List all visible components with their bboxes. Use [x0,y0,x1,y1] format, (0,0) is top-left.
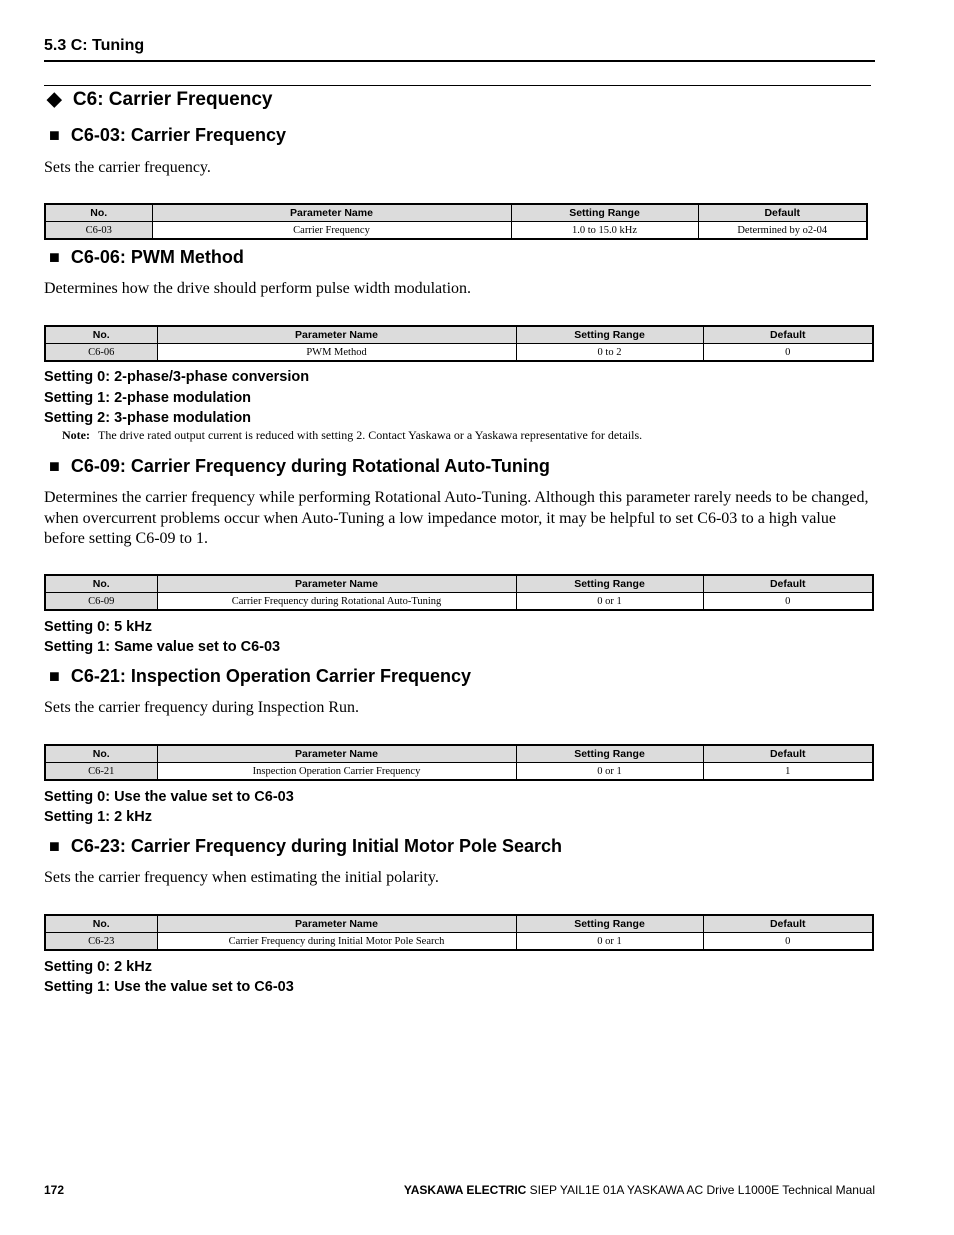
setting-option: Setting 0: Use the value set to C6-03 [44,789,294,805]
setting-option: Setting 1: Same value set to C6-03 [44,639,281,655]
param-range: 0 or 1 [516,933,703,951]
param-heading-c6-06 [49,247,244,268]
col-header-no: No. [45,745,157,763]
param-default: 0 [703,933,873,951]
param-description: Determines how the drive should perform pulse width modulation. [44,280,472,297]
param-range: 0 or 1 [516,763,703,781]
param-heading-c6-21 [49,666,471,687]
param-title: C6-06: PWM Method [70,247,244,267]
table-header-row [45,204,867,222]
col-header-name: Parameter Name [157,745,516,763]
param-no: C6-21 [45,763,157,781]
setting-option: Setting 0: 2 kHz [44,959,152,975]
table-row [45,222,867,240]
param-description: Sets the carrier frequency when estimating the initial polarity. [44,869,439,886]
param-heading-c6-23 [49,836,562,857]
running-header: 5.3 C: Tuning [44,37,145,54]
table-row [45,344,873,362]
param-default: Determined by o2-04 [698,222,867,240]
col-header-no: No. [45,915,157,933]
param-default: 0 [703,593,873,611]
table-row [45,593,873,611]
footer-doc-title [404,1183,875,1197]
table-row [45,763,873,781]
square-bullet-icon: ■ [49,125,60,145]
note-text: The drive rated output current is reduced with setting 2. Contact Yaskawa or a Yaskawa representative for details. [97,428,643,442]
setting-option: Setting 2: 3-phase modulation [44,410,252,426]
param-description: Sets the carrier frequency during Inspection Run. [44,699,360,716]
param-table-c6-09 [44,574,874,611]
param-default: 1 [703,763,873,781]
param-name: Carrier Frequency [152,222,511,240]
param-title: C6-21: Inspection Operation Carrier Frequency [70,666,471,686]
param-no: C6-03 [45,222,152,240]
section-heading [47,88,272,111]
param-title: C6-23: Carrier Frequency during Initial Motor Pole Search [70,836,563,856]
square-bullet-icon: ■ [49,247,60,267]
param-name: Carrier Frequency during Rotational Auto-Tuning [157,593,516,611]
page-number: 172 [44,1183,65,1197]
param-no: C6-06 [45,344,157,362]
col-header-name: Parameter Name [157,575,516,593]
table-header-row [45,915,873,933]
col-header-range: Setting Range [511,204,698,222]
square-bullet-icon: ■ [49,666,60,686]
note [62,428,642,443]
col-header-range: Setting Range [516,326,703,344]
col-header-range: Setting Range [516,575,703,593]
param-table-c6-03 [44,203,868,240]
col-header-no: No. [45,326,157,344]
param-table-c6-23 [44,914,874,951]
col-header-default: Default [698,204,867,222]
param-name: PWM Method [157,344,516,362]
param-no: C6-09 [45,593,157,611]
col-header-no: No. [45,204,152,222]
footer-brand: YASKAWA ELECTRIC [403,1183,527,1197]
setting-option: Setting 0: 2-phase/3-phase conversion [44,369,310,385]
setting-option: Setting 1: Use the value set to C6-03 [44,979,294,995]
col-header-range: Setting Range [516,745,703,763]
param-title: C6-09: Carrier Frequency during Rotational Auto-Tuning [70,456,550,476]
param-default: 0 [703,344,873,362]
col-header-name: Parameter Name [157,326,516,344]
setting-option: Setting 1: 2-phase modulation [44,390,252,406]
col-header-name: Parameter Name [157,915,516,933]
col-header-no: No. [45,575,157,593]
param-no: C6-23 [45,933,157,951]
col-header-default: Default [703,745,873,763]
header-rule [44,60,875,62]
setting-option: Setting 1: 2 kHz [44,809,152,825]
col-header-name: Parameter Name [152,204,511,222]
table-header-row [45,326,873,344]
setting-option: Setting 0: 5 kHz [44,619,152,635]
param-title: C6-03: Carrier Frequency [70,125,286,145]
param-description: Determines the carrier frequency while performing Rotational Auto-Tuning. Although this parameter rarely needs to be changed, when overcurrent problems occur when Auto-Tuning a low impedance motor, it may be helpful to set C6-03 to a high value before setting C6-09 to 1. [44,489,869,547]
square-bullet-icon: ■ [49,836,60,856]
footer-title-text: SIEP YAIL1E 01A YASKAWA AC Drive L1000E Technical Manual [529,1183,875,1197]
col-header-default: Default [703,575,873,593]
param-range: 1.0 to 15.0 kHz [511,222,698,240]
section-rule [44,85,871,86]
table-header-row [45,575,873,593]
col-header-default: Default [703,915,873,933]
param-range: 0 to 2 [516,344,703,362]
col-header-default: Default [703,326,873,344]
section-title: C6: Carrier Frequency [72,89,273,110]
param-range: 0 or 1 [516,593,703,611]
col-header-range: Setting Range [516,915,703,933]
square-bullet-icon: ■ [49,456,60,476]
param-name: Carrier Frequency during Initial Motor Pole Search [157,933,516,951]
diamond-bullet-icon: ◆ [47,89,62,110]
param-description: Sets the carrier frequency. [44,159,211,176]
note-label: Note: [62,428,90,442]
param-name: Inspection Operation Carrier Frequency [157,763,516,781]
param-heading-c6-03 [49,125,286,146]
param-table-c6-21 [44,744,874,781]
param-heading-c6-09 [49,456,550,477]
param-table-c6-06 [44,325,874,362]
table-row [45,933,873,951]
table-header-row [45,745,873,763]
